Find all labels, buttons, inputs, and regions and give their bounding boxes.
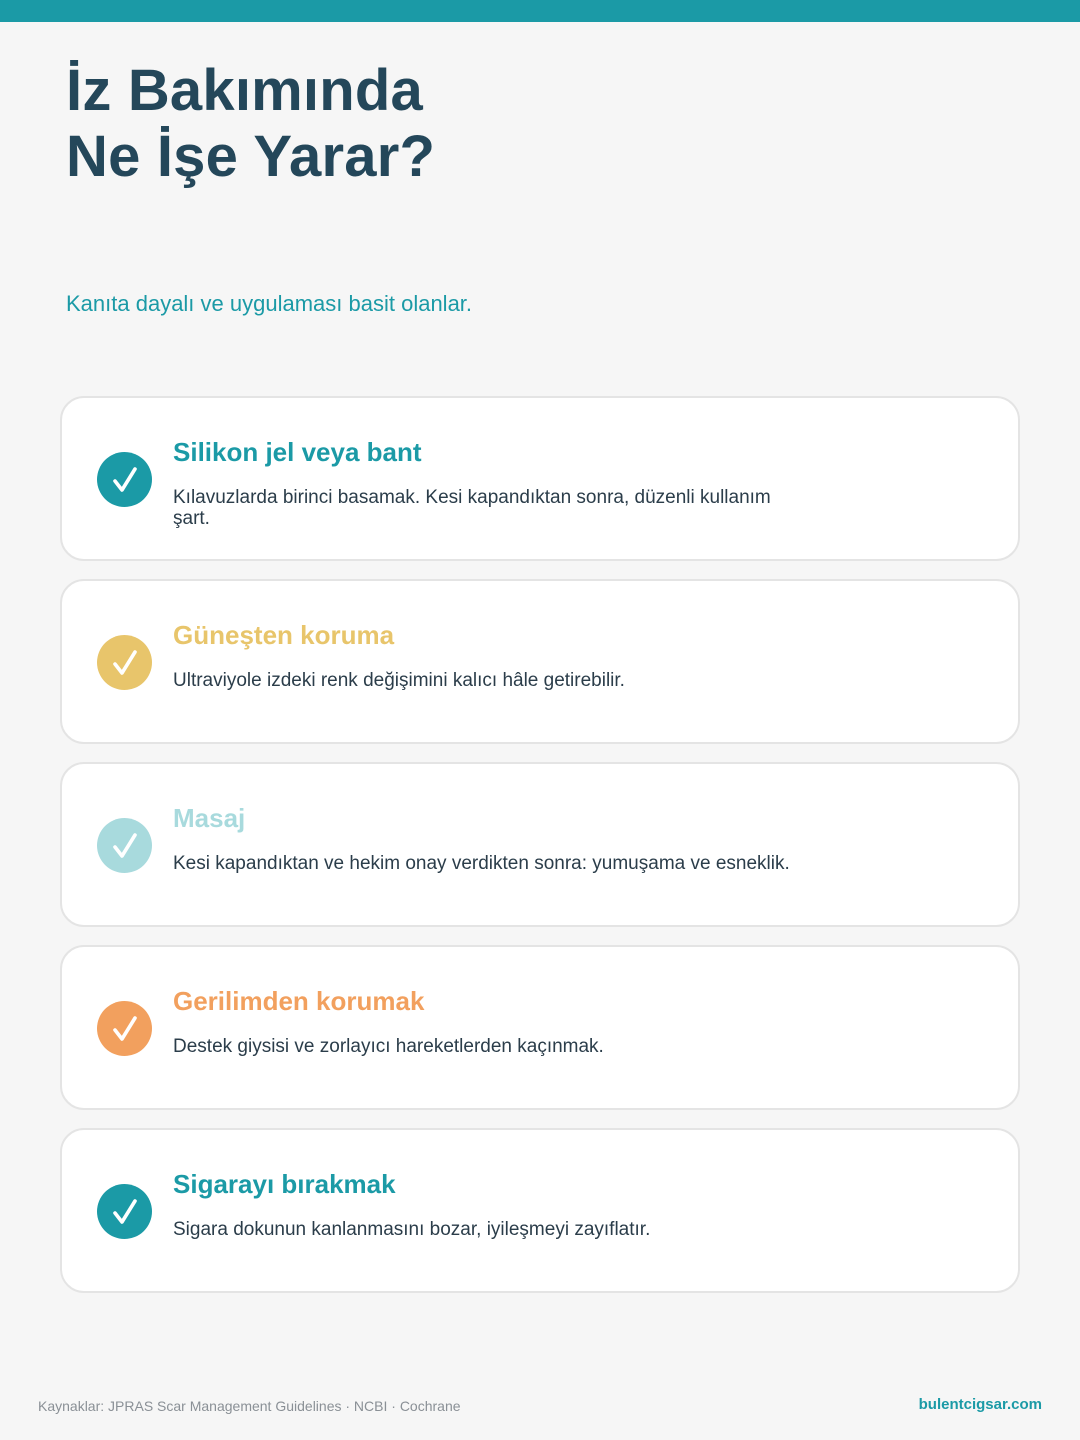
page-title-line-2: Ne İşe Yarar? — [66, 124, 436, 189]
check-mark-icon — [112, 466, 138, 494]
care-item-description: Sigara dokunun kanlanmasını bozar, iyileşmeyi zayıflatır. — [173, 1219, 651, 1240]
check-mark-icon — [112, 1015, 138, 1043]
care-item-tension-protection — [60, 945, 1020, 1110]
care-item-description: Destek giysisi ve zorlayıcı hareketlerden kaçınmak. — [173, 1036, 604, 1057]
check-mark-icon — [112, 1198, 138, 1226]
care-item-description: Kılavuzlarda birinci basamak. Kesi kapandıktan sonra, düzenli kullanım şart. — [173, 487, 771, 529]
page-title — [66, 58, 435, 190]
care-item-silicone — [60, 396, 1020, 561]
check-mark-icon — [112, 649, 138, 677]
care-item-description: Kesi kapandıktan ve hekim onay verdikten sonra: yumuşama ve esneklik. — [173, 853, 790, 874]
check-icon — [97, 452, 152, 507]
check-mark-icon — [112, 832, 138, 860]
footer-sources: Kaynaklar: JPRAS Scar Management Guidelines · NCBI · Cochrane — [38, 1398, 461, 1414]
care-item-quit-smoking — [60, 1128, 1020, 1293]
care-item-title: Masaj — [173, 803, 246, 833]
check-icon — [97, 635, 152, 690]
page-subtitle: Kanıta dayalı ve uygulaması basit olanlar. — [66, 291, 473, 316]
footer-website-link[interactable]: bulentcigsar.com — [918, 1396, 1042, 1413]
care-item-description: Ultraviyole izdeki renk değişimini kalıcı hâle getirebilir. — [173, 670, 625, 691]
top-accent-bar — [0, 0, 1080, 22]
care-item-title: Gerilimden korumak — [173, 986, 425, 1016]
care-item-title: Silikon jel veya bant — [173, 437, 422, 467]
care-item-massage — [60, 762, 1020, 927]
page-title-line-1: İz Bakımında — [66, 58, 423, 123]
care-item-title: Güneşten koruma — [173, 620, 395, 650]
check-icon — [97, 1184, 152, 1239]
care-item-sun-protection — [60, 579, 1020, 744]
check-icon — [97, 1001, 152, 1056]
check-icon — [97, 818, 152, 873]
care-items-list — [60, 396, 1020, 1311]
care-item-title: Sigarayı bırakmak — [173, 1169, 396, 1199]
